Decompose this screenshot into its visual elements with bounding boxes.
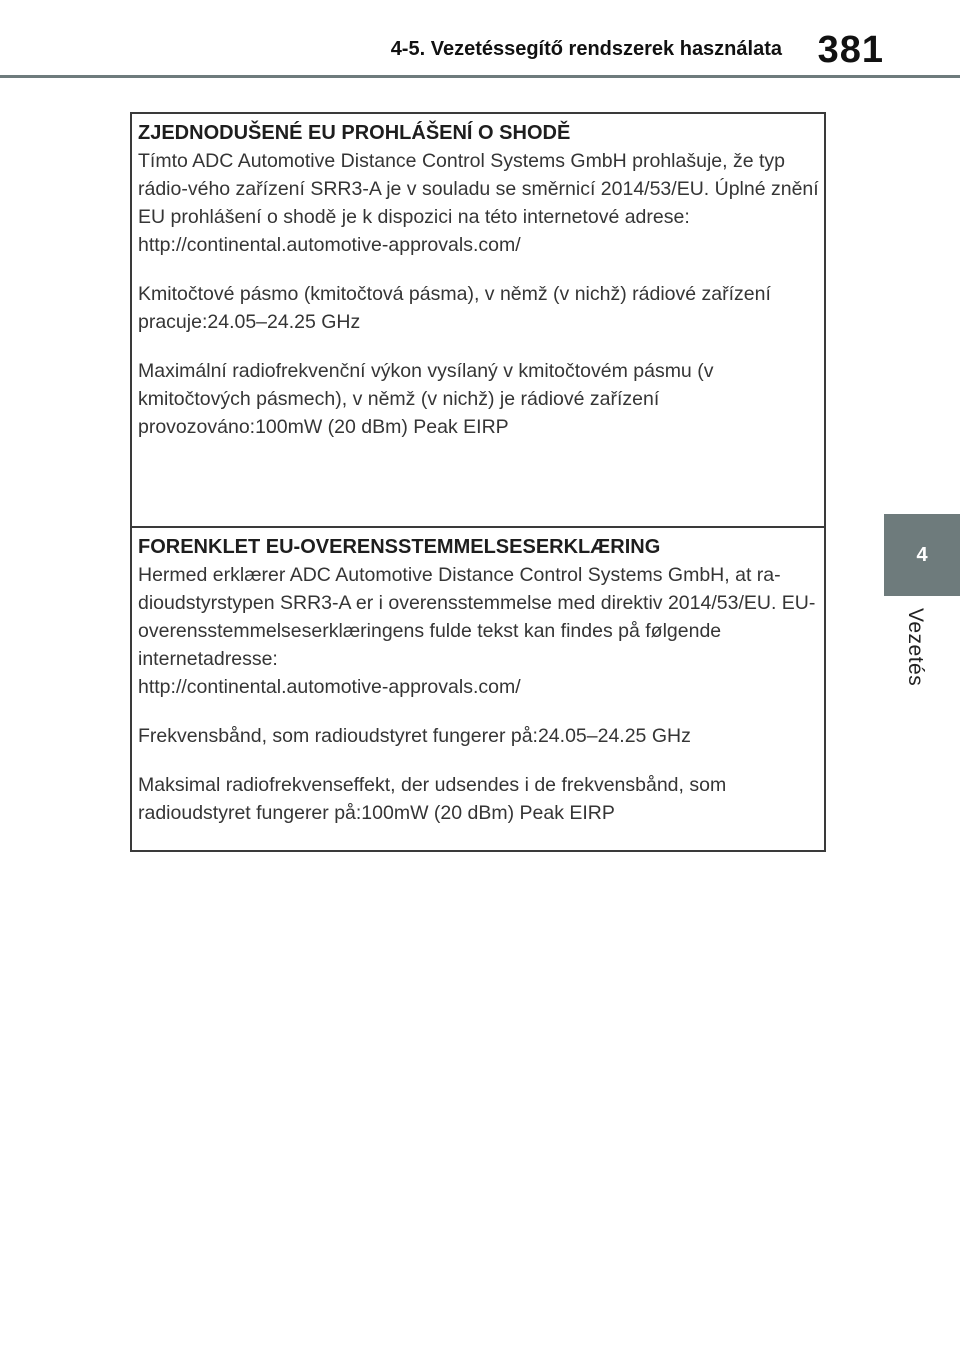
declaration-danish-url: http://continental.automotive-approvals.com/ <box>138 676 521 698</box>
chapter-label: Vezetés <box>904 608 927 687</box>
header-divider <box>0 75 960 78</box>
declaration-box <box>130 112 826 852</box>
header-section-title: 4-5. Vezetéssegítő rendszerek használata <box>390 38 782 60</box>
page-number: 381 <box>817 29 884 71</box>
declaration-czech <box>132 114 824 528</box>
declaration-danish <box>132 528 824 848</box>
chapter-number: 4 <box>916 543 928 566</box>
declaration-danish-intro: Hermed erklærer ADC Automotive Distance Control Systems GmbH, at ra-dioudstyrstypen SRR3-A er i overensstemmelse med direktiv 2014/53/EU. EU-overensstemmelseserklæringens fulde tekst kan findes på følgende internetadresse: <box>138 564 816 670</box>
declaration-czech-power: Maximální radiofrekvenční výkon vysílaný v kmitočtovém pásmu (v kmitočtových pásmech), v němž (v nichž) je rádiové zařízení provozováno:100mW (20 dBm) Peak EIRP <box>138 360 714 438</box>
declaration-danish-frequency: Frekvensbånd, som radioudstyret fungerer på:24.05–24.25 GHz <box>138 725 691 747</box>
declaration-danish-title: FORENKLET EU-OVERENSSTEMMELSESERKLÆRING <box>138 536 661 558</box>
chapter-tab <box>884 514 960 596</box>
declaration-danish-power: Maksimal radiofrekvenseffekt, der udsendes i de frekvensbånd, som radioudstyret fungerer på:100mW (20 dBm) Peak EIRP <box>138 774 727 824</box>
declaration-czech-title: ZJEDNODUŠENÉ EU PROHLÁŠENÍ O SHODĚ <box>138 122 571 144</box>
declaration-czech-url: http://continental.automotive-approvals.com/ <box>138 234 521 256</box>
declaration-czech-frequency: Kmitočtové pásmo (kmitočtová pásma), v němž (v nichž) rádiové zařízení pracuje:24.05–24.25 GHz <box>138 283 771 333</box>
declaration-czech-intro: Tímto ADC Automotive Distance Control Systems GmbH prohlašuje, že typ rádio-vého zařízení SRR3-A je v souladu se směrnicí 2014/53/EU. Úplné znění EU prohlášení o shodě je k dispozici na této internetové adrese: <box>138 150 819 228</box>
